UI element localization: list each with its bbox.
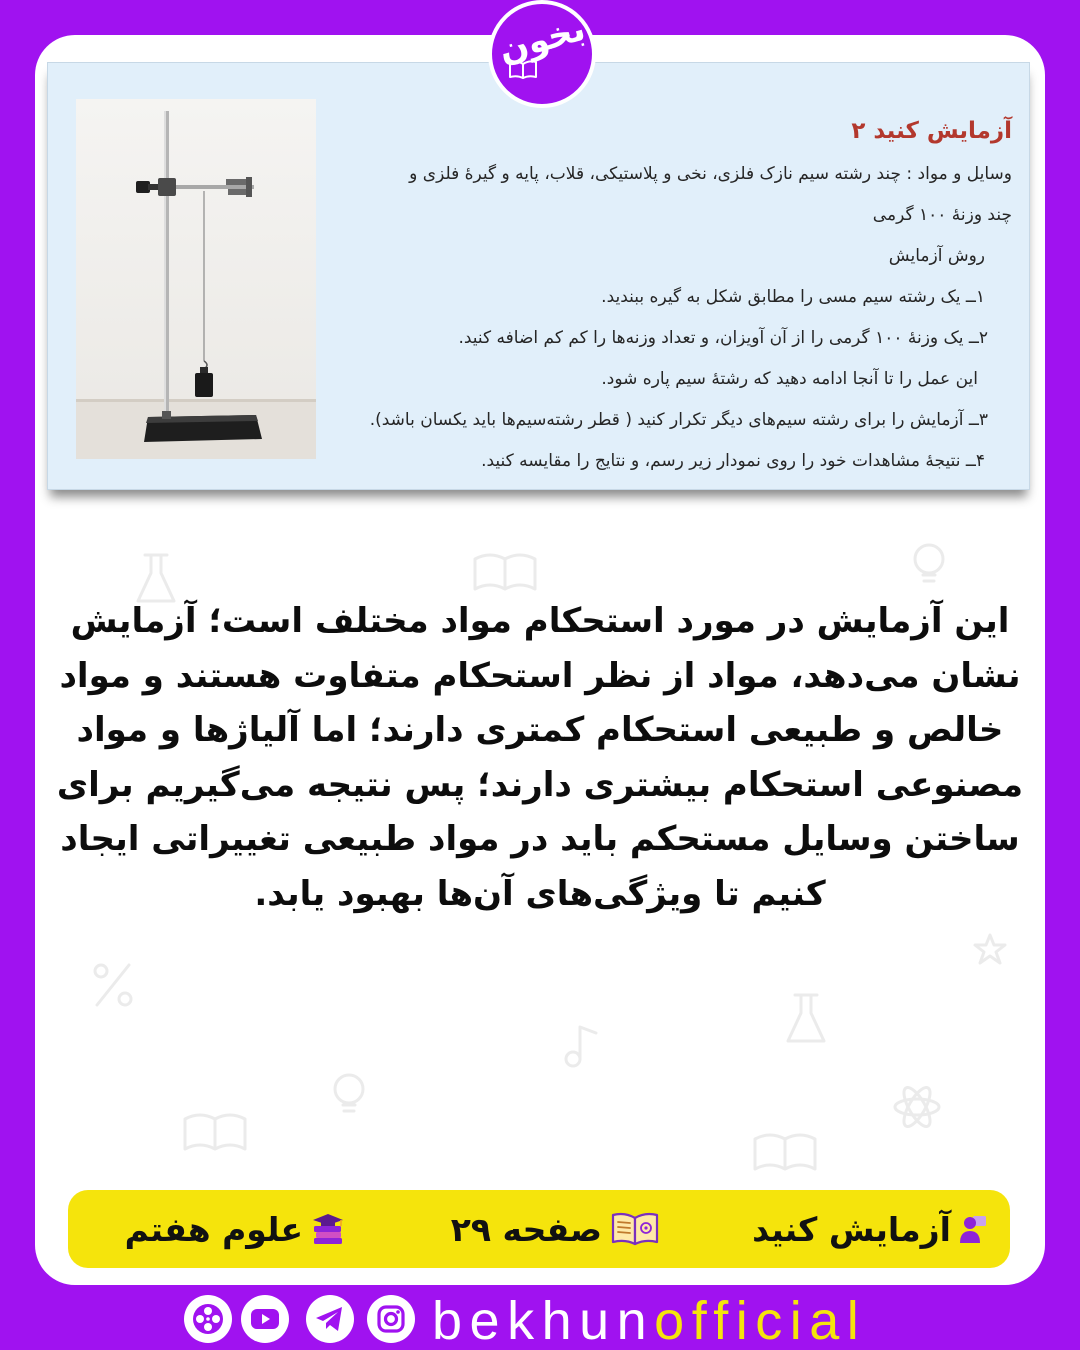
info-item-subject	[125, 1190, 345, 1268]
handle-part-bekhun: bekhun	[432, 1291, 655, 1350]
brand-handle	[432, 1291, 867, 1350]
lab-stand-photo	[76, 99, 316, 459]
bulb-doodle-icon	[335, 1075, 363, 1111]
excerpt-step-4: ۴ــ نتیجهٔ مشاهدات خود را روی نمودار زیر رسم، و نتایج را مقایسه کنید.	[481, 451, 985, 471]
content-card	[35, 35, 1045, 1285]
youtube-icon[interactable]	[240, 1294, 290, 1344]
textbook-excerpt-image	[47, 62, 1030, 490]
answer-line: کنیم تا ویژگی‌های آن‌ها بهبود یابد.	[254, 873, 826, 914]
book-doodle-icon	[185, 1115, 245, 1149]
answer-text	[35, 594, 1045, 921]
answer-line: این آزمایش در مورد استحکام مواد مختلف است؛ آزمایش	[70, 601, 1010, 641]
lab-stand-illustration	[76, 99, 316, 459]
info-item-page	[451, 1190, 660, 1268]
book-doodle-icon	[755, 1135, 815, 1169]
info-bar	[68, 1190, 1010, 1268]
handle-part-official: official	[654, 1291, 867, 1350]
bulb-doodle-icon	[915, 545, 943, 581]
info-item-label: علوم هفتم	[124, 1209, 303, 1249]
excerpt-step-3: ۳ــ آزمایش را برای رشته سیم‌های دیگر تکرار کنید ( قطر رشته‌سیم‌ها باید یکسان باشد).	[369, 410, 988, 430]
percent-doodle-icon	[95, 965, 131, 1005]
excerpt-step-2-continued: این عمل را تا آنجا ادامه دهید که رشتهٔ سیم پاره شود.	[601, 369, 978, 389]
answer-line: ساختن وسایل مستحکم باید در مواد طبیعی تغییراتی ایجاد	[60, 819, 1020, 859]
excerpt-text-column	[322, 108, 1012, 482]
info-item-activity	[752, 1190, 987, 1268]
excerpt-method-heading: روش آزمایش	[888, 246, 985, 266]
excerpt-materials-line: وسایل و مواد : چند رشته سیم نازک فلزی، نخی و پلاستیکی، قلاب، پایه و گیرهٔ فلزی و	[409, 164, 1012, 184]
instagram-icon[interactable]	[366, 1294, 416, 1344]
atom-doodle-icon	[895, 1084, 939, 1130]
teacher-icon	[959, 1214, 987, 1244]
logo-wordmark: بخون	[494, 8, 590, 72]
excerpt-materials-line-2: چند وزنهٔ ۱۰۰ گرمی	[872, 205, 1012, 225]
brand-logo-badge	[488, 0, 596, 108]
answer-line: خالص و طبیعی استحکام کمتری دارند؛ اما آلیاژها و مواد	[76, 710, 1004, 750]
excerpt-title: آزمایش کنید ۲	[851, 118, 1012, 144]
book-doodle-icon	[475, 555, 535, 589]
info-item-label: آزمایش کنید	[752, 1209, 951, 1249]
flask-doodle-icon	[788, 995, 824, 1041]
books-graduation-cap-icon	[311, 1212, 345, 1246]
excerpt-step-2: ۲ــ یک وزنهٔ ۱۰۰ گرمی را از آن آویزان، و تعداد وزنه‌ها را کم کم اضافه کنید.	[458, 328, 988, 348]
logo-book-icon	[508, 60, 538, 80]
open-book-icon	[610, 1211, 660, 1247]
star-doodle-icon	[975, 935, 1005, 963]
answer-line: نشان می‌دهد، مواد از نظر استحکام متفاوت هستند و مواد	[59, 655, 1021, 696]
telegram-icon[interactable]	[305, 1294, 355, 1344]
reels-icon[interactable]	[183, 1294, 233, 1344]
excerpt-step-1: ۱ــ یک رشته سیم مسی را مطابق شکل به گیره ببندید.	[601, 287, 985, 307]
info-item-label: صفحه ۲۹	[450, 1209, 602, 1249]
answer-line: مصنوعی استحکام بیشتری دارند؛ پس نتیجه می‌گیریم برای	[56, 764, 1024, 805]
music-note-doodle-icon	[566, 1027, 596, 1066]
